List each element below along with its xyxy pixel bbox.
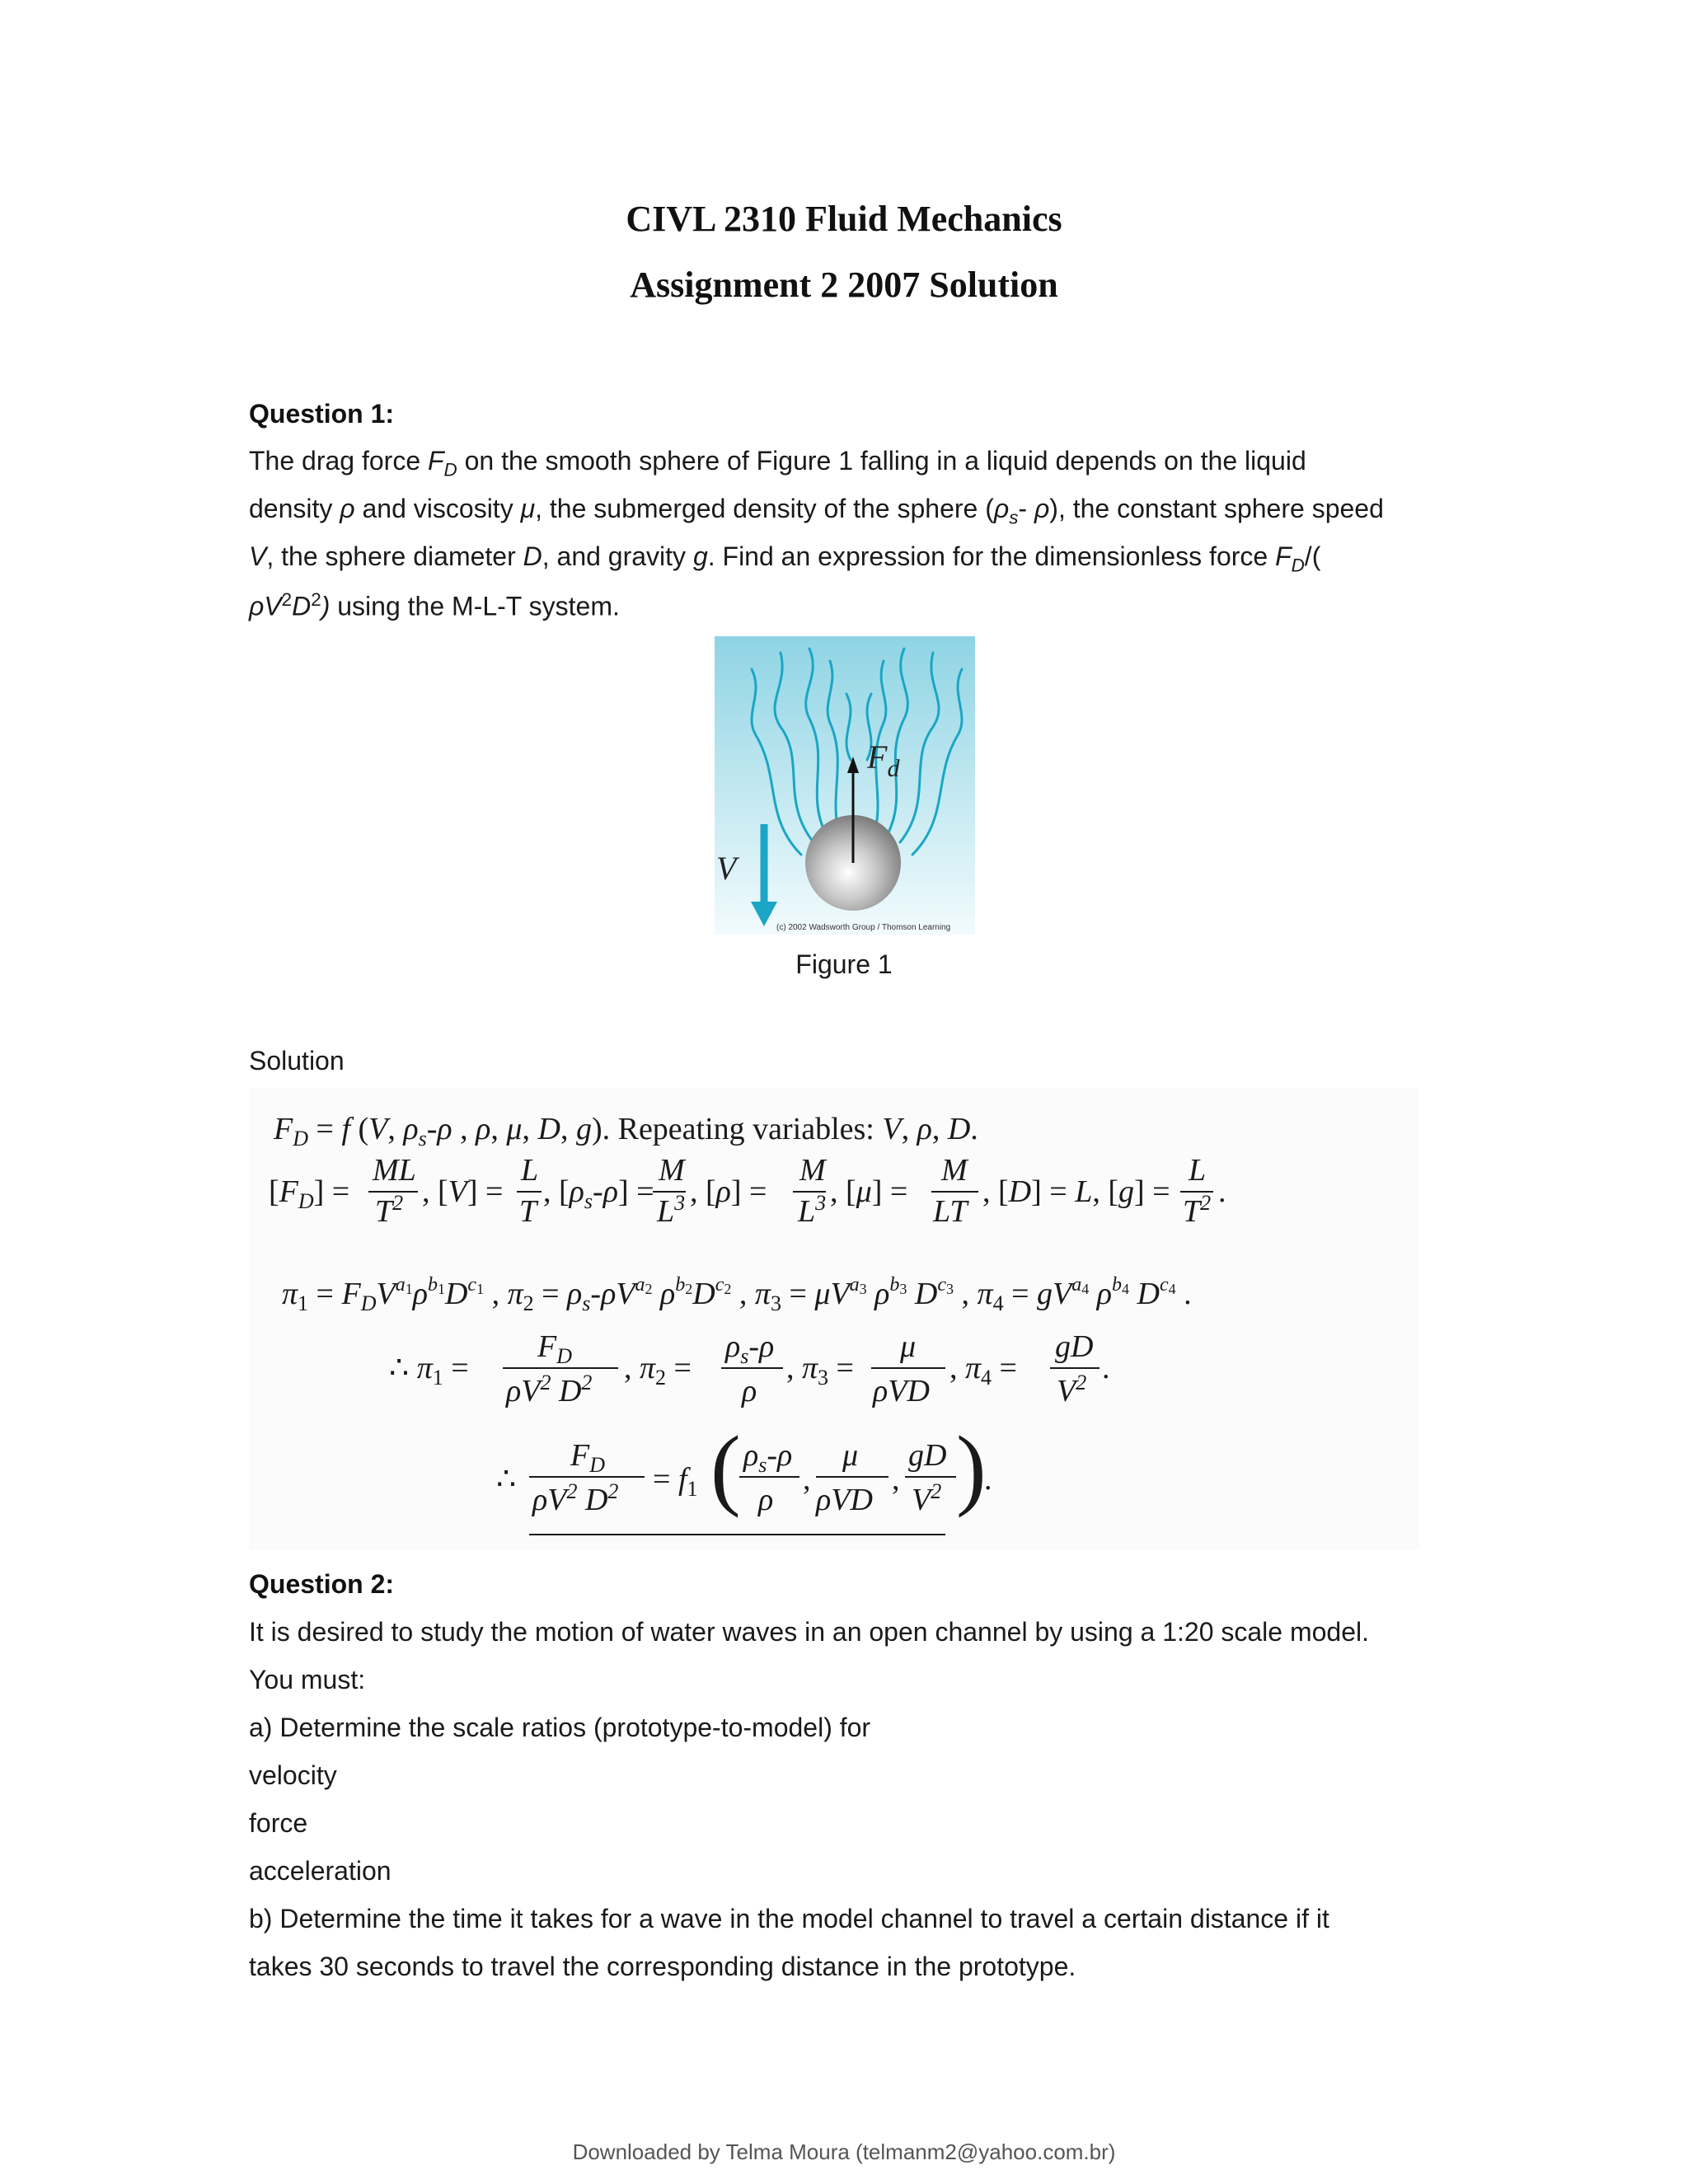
svg-text:.: . <box>1102 1351 1110 1385</box>
question-2-line: force <box>249 1808 308 1838</box>
svg-text:(: ( <box>710 1418 741 1518</box>
svg-text:T: T <box>519 1194 537 1229</box>
svg-text:.: . <box>1218 1174 1226 1209</box>
svg-text:, [ρs-ρ] =: , $[\rho_s-\rho]$ = <box>543 1174 654 1213</box>
svg-text:ρ: ρ <box>742 1374 757 1408</box>
svg-text:,: , <box>803 1462 811 1497</box>
svg-text:FD: $F_D$ <box>570 1438 605 1477</box>
svg-text:M: M <box>799 1153 826 1188</box>
svg-text:, [μ] =: , [μ] = <box>830 1174 908 1209</box>
svg-text:ρVD: ρVD <box>816 1483 873 1517</box>
svg-text:, [D] = L, [g] =: , [D] = L, [g] = <box>982 1174 1170 1209</box>
svg-text:μ: μ <box>842 1438 859 1473</box>
solution-equations <box>249 1088 1419 1549</box>
figure-credit: (c) 2002 Wadsworth Group / Thomson Learning <box>776 923 951 932</box>
svg-text:M: M <box>941 1153 968 1188</box>
question-1-heading: Question 1: <box>249 399 395 429</box>
svg-text:, π3 =: , $\pi_3$ = <box>786 1351 854 1390</box>
velocity-label: V <box>716 850 737 887</box>
question-2-line: takes 30 seconds to travel the corresponding distance in the prototype. <box>249 1952 1076 1981</box>
svg-text:ρ: ρ <box>758 1483 774 1517</box>
svg-text:L: L <box>1189 1153 1207 1188</box>
svg-text:.: . <box>984 1462 992 1497</box>
svg-text:ρs-ρ: $\rho_s-\rho$ <box>725 1329 775 1368</box>
figure-1-falling-sphere <box>715 636 975 935</box>
question-1-text-line-4: $\rho V^2D^2$) using the M-L-T system. <box>249 589 620 621</box>
question-2-line: b) Determine the time it takes for a wave in the model channel to travel a certain distance if it <box>249 1904 1329 1933</box>
svg-text:): ) <box>956 1418 987 1518</box>
svg-text:, [ρ] =: , [ρ] = <box>690 1174 767 1209</box>
document-title: CIVL 2310 Fluid Mechanics <box>626 199 1062 239</box>
svg-text:[FD] =: $[F_D]$ = <box>269 1174 350 1213</box>
svg-text:ρV2 D2: $\rho V^2$ $D^2$ <box>532 1479 619 1517</box>
figure-1-caption: Figure 1 <box>795 949 893 979</box>
solution-label: Solution <box>249 1046 345 1076</box>
svg-text:L: L <box>521 1153 539 1188</box>
question-2-line: acceleration <box>249 1856 392 1886</box>
svg-text:gD: gD <box>908 1438 947 1473</box>
svg-text:LT: LT <box>933 1194 968 1229</box>
equation-1: $F_D = f$ (V, $\rho_s-\rho$ , ρ, μ, D, g). Repeating variables: V, ρ, D. <box>274 1112 978 1151</box>
svg-text:, π4 =: , $\pi_4$ = <box>950 1351 1017 1390</box>
question-2-line: a) Determine the scale ratios (prototype-to-model) for <box>249 1713 871 1742</box>
svg-text:T2: $T^2$ <box>375 1191 404 1229</box>
question-2-line: It is desired to study the motion of water waves in an open channel by using a 1:20 scale model. <box>249 1617 1370 1647</box>
svg-text:FD: $F_D$ <box>537 1329 572 1368</box>
svg-text:,: , <box>892 1462 900 1497</box>
download-footer: Downloaded by Telma Moura (telmanm2@yahoo.com.br) <box>572 2139 1116 2164</box>
equation-3: $\pi_1 = F_DV^a1\rho^b1D^c1$ , $\pi_2 = \rho_s-\rho V^a2$ $\rho^b2D^c2$ , $\pi_3 = \mu V^a3$ $\rho^b3$ $D^c3$ , $\pi_4 = gV^a4$ $\rho^b4$ $D^c4$ . <box>282 1274 1192 1315</box>
document-subtitle: Assignment 2 2007 Solution <box>630 265 1058 305</box>
svg-text:μ: μ <box>900 1329 917 1364</box>
question-1-text-line-2: density ρ and viscosity μ, the submerged density of the sphere ($\rho_s-$ ρ), the constant sphere speed <box>249 494 1384 528</box>
question-1-text-line-1: The drag force $F_D$ on the smooth sphere of Figure 1 falling in a liquid depends on the liquid <box>249 446 1306 480</box>
svg-text:V2: $V^2$ <box>912 1479 942 1517</box>
svg-text:L3: $L^3$ <box>657 1191 686 1229</box>
svg-text:L3: $L^3$ <box>798 1191 827 1229</box>
svg-text:∴ π1 =: ∴ $\pi_1$ = <box>389 1351 469 1390</box>
drag-force-label: $F_d$ <box>867 738 900 782</box>
svg-text:∴: ∴ <box>496 1462 517 1497</box>
svg-text:, [V] =: , [V] = <box>422 1174 504 1209</box>
svg-text:ρV2 D2: $\rho V^2$ $D^2$ <box>506 1371 593 1408</box>
svg-text:M: M <box>659 1153 685 1188</box>
svg-text:gD: gD <box>1055 1329 1094 1364</box>
svg-text:ρs-ρ: $\rho_s-\rho$ <box>743 1438 793 1477</box>
svg-text:ML: ML <box>373 1153 416 1188</box>
question-1-text-line-3: V, the sphere diameter D, and gravity g. Find an expression for the dimensionless force $F_D/$( <box>249 541 1321 576</box>
svg-text:= f1: = $f_1$ <box>653 1462 698 1501</box>
svg-text:V2: $V^2$ <box>1057 1371 1087 1408</box>
question-2-heading: Question 2: <box>249 1569 395 1599</box>
svg-text:T2: $T^2$ <box>1183 1191 1212 1229</box>
svg-text:, π2 =: , $\pi_2$ = <box>624 1351 692 1390</box>
question-2-line: You must: <box>249 1665 366 1694</box>
svg-text:ρVD: ρVD <box>873 1374 930 1408</box>
question-2-line: velocity <box>249 1760 337 1790</box>
